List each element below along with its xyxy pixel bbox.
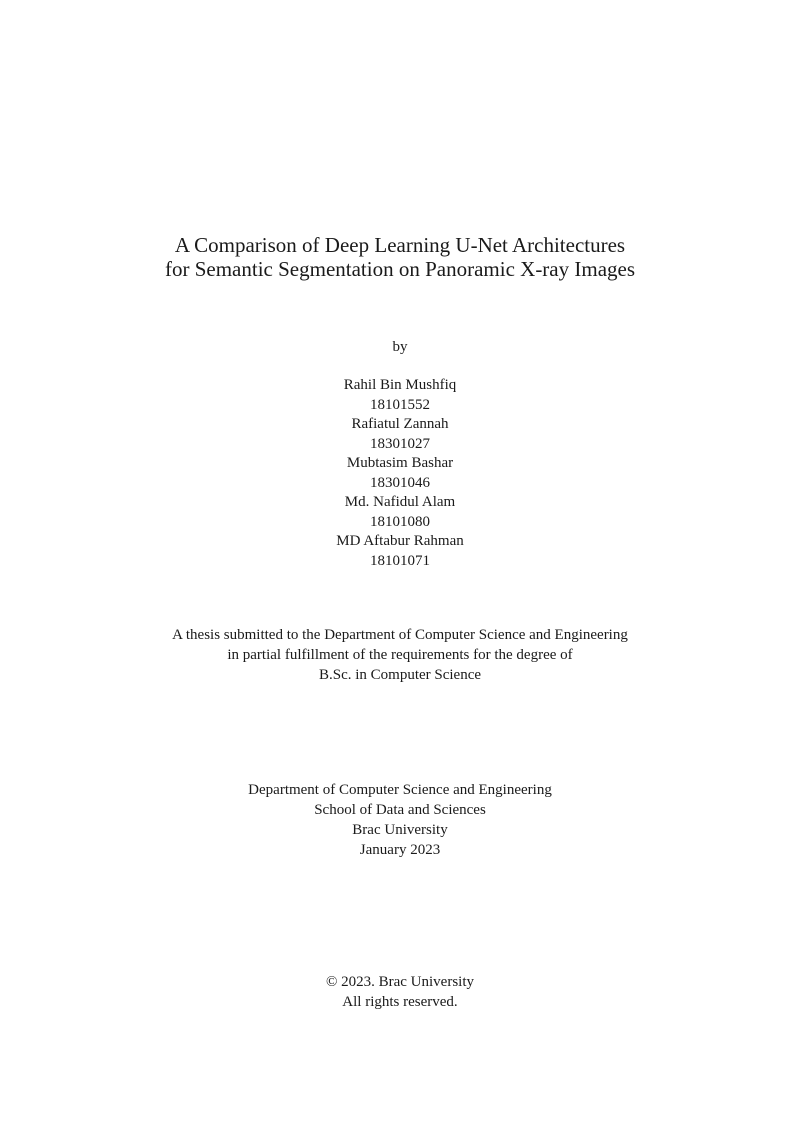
author-id: 18101080 [370, 513, 430, 530]
institution-block [0, 780, 800, 860]
copyright-notice [0, 972, 800, 1012]
author-name: Rafiatul Zannah [351, 416, 449, 432]
author-name: MD Aftabur Rahman [336, 533, 464, 549]
copyright-line-1: © 2023. Brac University [325, 974, 475, 990]
submission-date: January 2023 [359, 842, 441, 858]
author-id: 18301046 [370, 474, 430, 491]
by-label: by [392, 339, 408, 355]
statement-line-1: A thesis submitted to the Department of Computer Science and Engineering [172, 627, 628, 643]
author-name: Mubtasim Bashar [346, 455, 454, 471]
copyright-line-2: All rights reserved. [342, 994, 458, 1010]
author-list [0, 376, 800, 571]
department-name: Department of Computer Science and Engineering [248, 782, 552, 798]
author-id: 18301027 [370, 435, 430, 452]
statement-line-3: B.Sc. in Computer Science [318, 667, 482, 683]
title-line-2: for Semantic Segmentation on Panoramic X-ray Images [164, 257, 636, 281]
title-line-1: A Comparison of Deep Learning U-Net Architectures [174, 233, 626, 257]
university-name: Brac University [352, 822, 448, 838]
school-name: School of Data and Sciences [314, 802, 486, 818]
author-id: 18101552 [370, 396, 430, 413]
statement-line-2: in partial fulfillment of the requirements for the degree of [227, 647, 573, 663]
author-name: Md. Nafidul Alam [344, 494, 456, 510]
submission-statement [0, 625, 800, 685]
author-name: Rahil Bin Mushfiq [343, 377, 457, 393]
author-id: 18101071 [370, 552, 430, 569]
thesis-title [0, 233, 800, 281]
